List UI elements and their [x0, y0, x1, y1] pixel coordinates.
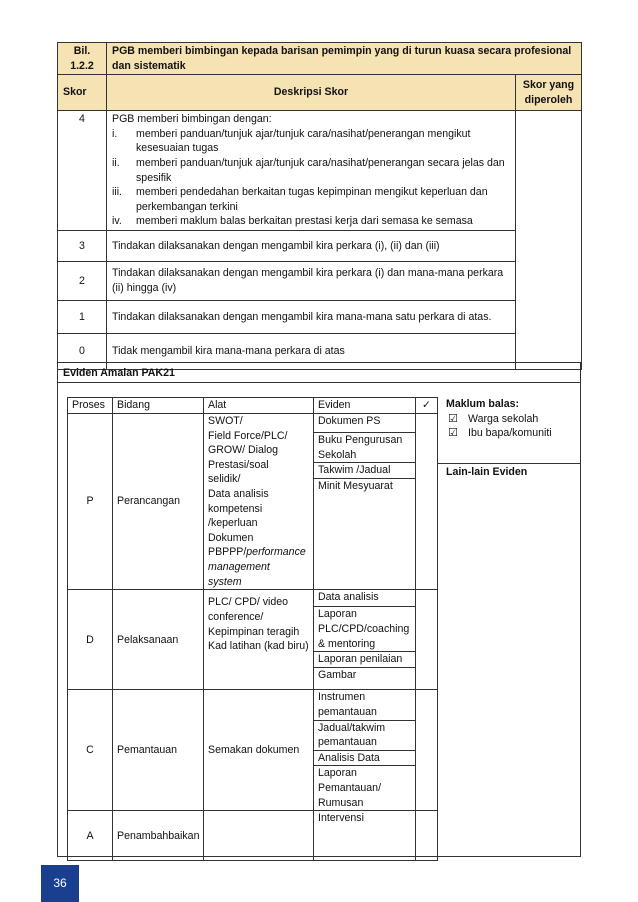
- score-obtained-cell[interactable]: [516, 111, 582, 370]
- pak-row-a: [68, 811, 438, 861]
- stage-alat: [204, 811, 314, 861]
- page-number: 36: [41, 865, 79, 902]
- stage-bidang: Pemantauan: [113, 690, 204, 811]
- skor-table: [57, 42, 582, 370]
- col-diperoleh-header: Skor yang diperoleh: [516, 75, 582, 111]
- eviden-item: Intervensi: [314, 811, 416, 861]
- score-description: Tindakan dilaksanakan dengan mengambil kira mana-mana satu perkara di atas.: [107, 301, 516, 334]
- tick-cell[interactable]: [416, 811, 438, 861]
- maklum-balas-title: Maklum balas:: [446, 398, 520, 410]
- eviden-item: Buku Pengurusan Sekolah: [314, 433, 416, 463]
- score-value: 2: [58, 262, 107, 301]
- pak-table: [67, 397, 438, 861]
- criteria-header-row: [58, 43, 582, 75]
- maklum-balas-item[interactable]: [446, 426, 574, 441]
- criteria-item: [112, 214, 510, 229]
- score-row-2: [58, 262, 582, 301]
- score-value: 4: [58, 111, 107, 231]
- col-deskripsi-header: Deskripsi Skor: [107, 75, 516, 111]
- score-description: Tindakan dilaksanakan dengan mengambil kira perkara (i), (ii) dan (iii): [107, 231, 516, 262]
- eviden-item: Laporan Pemantauan/ Rumusan: [314, 766, 416, 811]
- divider: [438, 463, 581, 464]
- stage-bidang: Pelaksanaan: [113, 590, 204, 690]
- score-row-1: [58, 301, 582, 334]
- criteria-text: memberi panduan/tunjuk ajar/tunjuk cara/nasihat/penerangan secara jelas dan spesifik: [136, 157, 505, 184]
- criteria-list: [112, 127, 510, 229]
- stage-alat: SWOT/ Field Force/PLC/ GROW/ Dialog Prestasi/soal selidik/ Data analisis kompetensi /keperluan Dokumen PBPPP/performance management system: [204, 414, 314, 590]
- criteria-title: PGB memberi bimbingan kepada barisan pemimpin yang di turun kuasa secara profesional dan sistematik: [107, 43, 582, 75]
- criteria-text: memberi maklum balas berkaitan prestasi kerja dari semasa ke semasa: [136, 215, 473, 228]
- eviden-item: Analisis Data: [314, 750, 416, 766]
- column-header-row: [58, 75, 582, 111]
- maklum-balas-item[interactable]: [446, 412, 574, 427]
- score-value: 0: [58, 334, 107, 370]
- col-alat-header: Alat: [204, 398, 314, 414]
- col-eviden-header: Eviden: [314, 398, 416, 414]
- criteria-numeral: i.: [112, 127, 118, 140]
- score-intro: PGB memberi bimbingan dengan:: [112, 113, 272, 126]
- criteria-item: [112, 156, 510, 185]
- checkbox-checked-icon[interactable]: ☑: [448, 427, 458, 440]
- col-bidang-header: Bidang: [113, 398, 204, 414]
- pak-header-row: [68, 398, 438, 414]
- criteria-numeral: iii.: [112, 186, 123, 199]
- maklum-balas-label: Warga sekolah: [468, 412, 539, 425]
- lain-lain-eviden: Lain-lain Eviden: [446, 466, 528, 478]
- criteria-text: memberi panduan/tunjuk ajar/tunjuk cara/nasihat/penerangan mengikut kesesuaian tugas: [136, 127, 471, 155]
- tick-cell[interactable]: [416, 414, 438, 590]
- maklum-balas-label: Ibu bapa/komuniti: [468, 427, 552, 440]
- criteria-text: memberi pendedahan berkaitan tugas kepimpinan mengikut keperluan dan perkembangan terkini: [136, 186, 488, 213]
- score-description: Tidak mengambil kira mana-mana perkara di atas: [107, 334, 516, 370]
- eviden-item: Jadual/takwim pemantauan: [314, 720, 416, 750]
- bil-number: 1.2.2: [70, 59, 94, 72]
- col-skor-header: Skor: [58, 75, 107, 111]
- pak-row-p: [68, 414, 438, 433]
- stage-code: D: [68, 590, 113, 690]
- eviden-title: Eviden Amalan PAK21: [58, 363, 580, 383]
- criteria-numeral: ii.: [112, 157, 120, 170]
- eviden-item: Takwim /Jadual: [314, 463, 416, 479]
- stage-bidang: Perancangan: [113, 414, 204, 590]
- eviden-item: Laporan PLC/CPD/coaching & mentoring: [314, 607, 416, 652]
- stage-alat: PLC/ CPD/ video conference/ Kepimpinan teragih Kad latihan (kad biru): [204, 590, 314, 690]
- col-proses-header: Proses: [68, 398, 113, 414]
- stage-alat: Semakan dokumen: [204, 690, 314, 811]
- score-value: 1: [58, 301, 107, 334]
- eviden-section: [57, 362, 581, 857]
- score-value: 3: [58, 231, 107, 262]
- eviden-item: Minit Mesyuarat: [314, 478, 416, 589]
- pak-row-c: [68, 690, 438, 720]
- stage-bidang: Penambahbaikan: [113, 811, 204, 861]
- checkbox-checked-icon[interactable]: ☑: [448, 412, 458, 425]
- eviden-item: Gambar: [314, 668, 416, 690]
- criteria-numeral: iv.: [112, 215, 122, 228]
- criteria-item: [112, 185, 510, 214]
- criteria-item: [112, 127, 510, 156]
- stage-code: A: [68, 811, 113, 861]
- pak-row-d: [68, 590, 438, 607]
- stage-code: C: [68, 690, 113, 811]
- maklum-balas-panel: [446, 397, 574, 441]
- tick-cell[interactable]: [416, 590, 438, 690]
- score-description: [107, 111, 516, 231]
- eviden-item: Data analisis: [314, 590, 416, 607]
- stage-code: P: [68, 414, 113, 590]
- eviden-item: Laporan penilaian: [314, 652, 416, 668]
- bil-cell: [58, 43, 107, 75]
- checkmark-icon: ✓: [416, 398, 438, 414]
- eviden-item: Dokumen PS: [314, 414, 416, 433]
- bil-label: Bil.: [73, 45, 91, 57]
- tick-cell[interactable]: [416, 690, 438, 811]
- score-description: Tindakan dilaksanakan dengan mengambil kira perkara (i) dan mana-mana perkara (ii) hingga (iv): [107, 262, 516, 301]
- score-row-3: [58, 231, 582, 262]
- score-row-4: [58, 111, 582, 231]
- eviden-item: Instrumen pemantauan: [314, 690, 416, 720]
